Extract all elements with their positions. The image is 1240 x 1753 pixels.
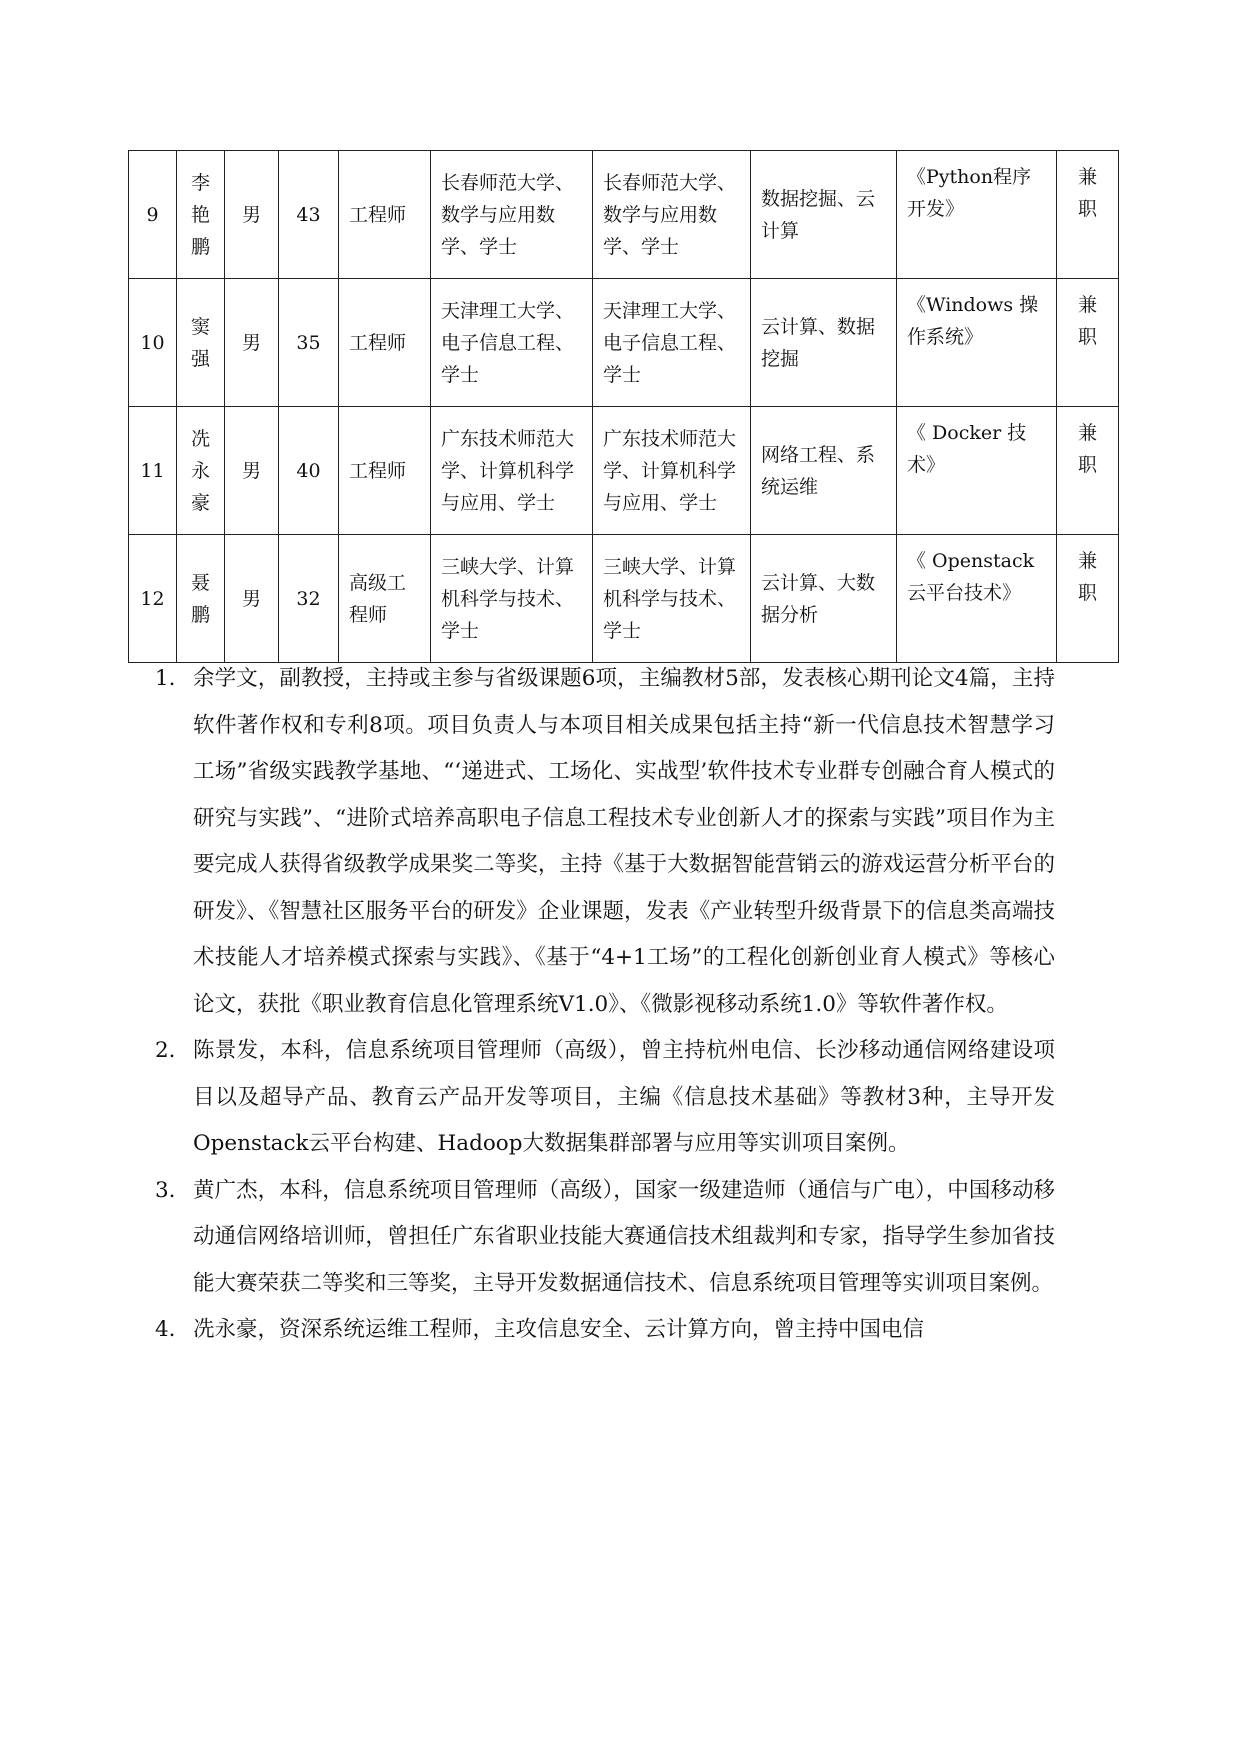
final-degree: 天津理工大学、电子信息工程、学士 [593,279,751,407]
course-name: 《Windows 操作系统》 [897,279,1057,407]
employment-type: 兼 职 [1057,535,1119,663]
employment-type: 兼 职 [1057,151,1119,279]
table-row [129,535,1119,663]
gender: 男 [225,407,279,535]
age: 40 [279,407,339,535]
teacher-name: 聂 鹏 [177,535,225,663]
teacher-name: 冼 永 豪 [177,407,225,535]
final-degree: 长春师范大学、数学与应用数学、学士 [593,151,751,279]
research-field: 云计算、数据挖掘 [751,279,897,407]
age: 32 [279,535,339,663]
research-field: 数据挖掘、云计算 [751,151,897,279]
staff-table [128,150,1119,663]
final-degree: 三峡大学、计算机科学与技术、学士 [593,535,751,663]
job-title: 工程师 [339,151,431,279]
final-degree: 广东技术师范大学、计算机科学与应用、学士 [593,407,751,535]
employment-type: 兼 职 [1057,407,1119,535]
graduate-school: 广东技术师范大学、计算机科学与应用、学士 [431,407,593,535]
gender: 男 [225,535,279,663]
course-name: 《 Docker 技术》 [897,407,1057,535]
row-number: 9 [129,151,177,279]
job-title: 工程师 [339,279,431,407]
gender: 男 [225,279,279,407]
table-body [129,151,1119,663]
employment-type: 兼 职 [1057,279,1119,407]
graduate-school: 长春师范大学、数学与应用数学、学士 [431,151,593,279]
graduate-school: 天津理工大学、电子信息工程、学士 [431,279,593,407]
bio-text: 冼永豪，资深系统运维工程师，主攻信息安全、云计算方向，曾主持中国电信 [193,1317,925,1342]
row-number: 12 [129,535,177,663]
bio-text: 余学文，副教授，主持或主参与省级课题6项，主编教材5部，发表核心期刊论文4篇，主持软件著作权和专利8项。项目负责人与本项目相关成果包括主持“新一代信息技术智慧学习工场”省级实践教学基地、“‘递进式、工场化、实战型’软件技术专业群专创融合育人模式的研究与实践”、“进阶式培养高职电子信息工程技术专业创新人才的探索与实践”项目作为主要完成人获得省级教学成果奖二等奖，主持《基于大数据智能营销云的游戏运营分析平台的研发》、《智慧社区服务平台的研发》企业课题，发表《产业转型升级背景下的信息类高端技术技能人才培养模式探索与实践》、《基于“4+1工场”的工程化创新创业育人模式》等核心论文，获批《职业教育信息化管理系统V1.0》、《微影视移动系统1.0》等软件著作权。 [193,666,1055,1017]
bio-number: 1. [155,666,176,691]
job-title: 高级工程师 [339,535,431,663]
bio-number: 4. [155,1317,176,1342]
bio-item [155,656,1055,1028]
bio-item [155,1168,1055,1308]
bio-item [155,1028,1055,1168]
bio-text: 陈景发，本科，信息系统项目管理师（高级），曾主持杭州电信、长沙移动通信网络建设项目以及超导产品、教育云产品开发等项目，主编《信息技术基础》等教材3种，主导开发Openstack云平台构建、Hadoop大数据集群部署与应用等实训项目案例。 [193,1038,1055,1156]
team-bios [155,656,1055,1354]
gender: 男 [225,151,279,279]
table-row [129,151,1119,279]
bio-number: 3. [155,1177,176,1203]
graduate-school: 三峡大学、计算机科学与技术、学士 [431,535,593,663]
teacher-name: 李 艳 鹏 [177,151,225,279]
row-number: 10 [129,279,177,407]
course-name: 《Python程序开发》 [897,151,1057,279]
course-name: 《 Openstack 云平台技术》 [897,535,1057,663]
bio-text: 黄广杰，本科，信息系统项目管理师（高级），国家一级建造师（通信与广电），中国移动移动通信网络培训师，曾担任广东省职业技能大赛通信技术组裁判和专家，指导学生参加省技能大赛荣获二等奖和三等奖，主导开发数据通信技术、信息系统项目管理等实训项目案例。 [193,1177,1055,1296]
table-row [129,279,1119,407]
research-field: 网络工程、系统运维 [751,407,897,535]
table-row [129,407,1119,535]
bio-item [155,1307,1055,1354]
research-field: 云计算、大数据分析 [751,535,897,663]
teacher-name: 窦 强 [177,279,225,407]
age: 43 [279,151,339,279]
bio-number: 2. [155,1038,176,1063]
row-number: 11 [129,407,177,535]
age: 35 [279,279,339,407]
job-title: 工程师 [339,407,431,535]
